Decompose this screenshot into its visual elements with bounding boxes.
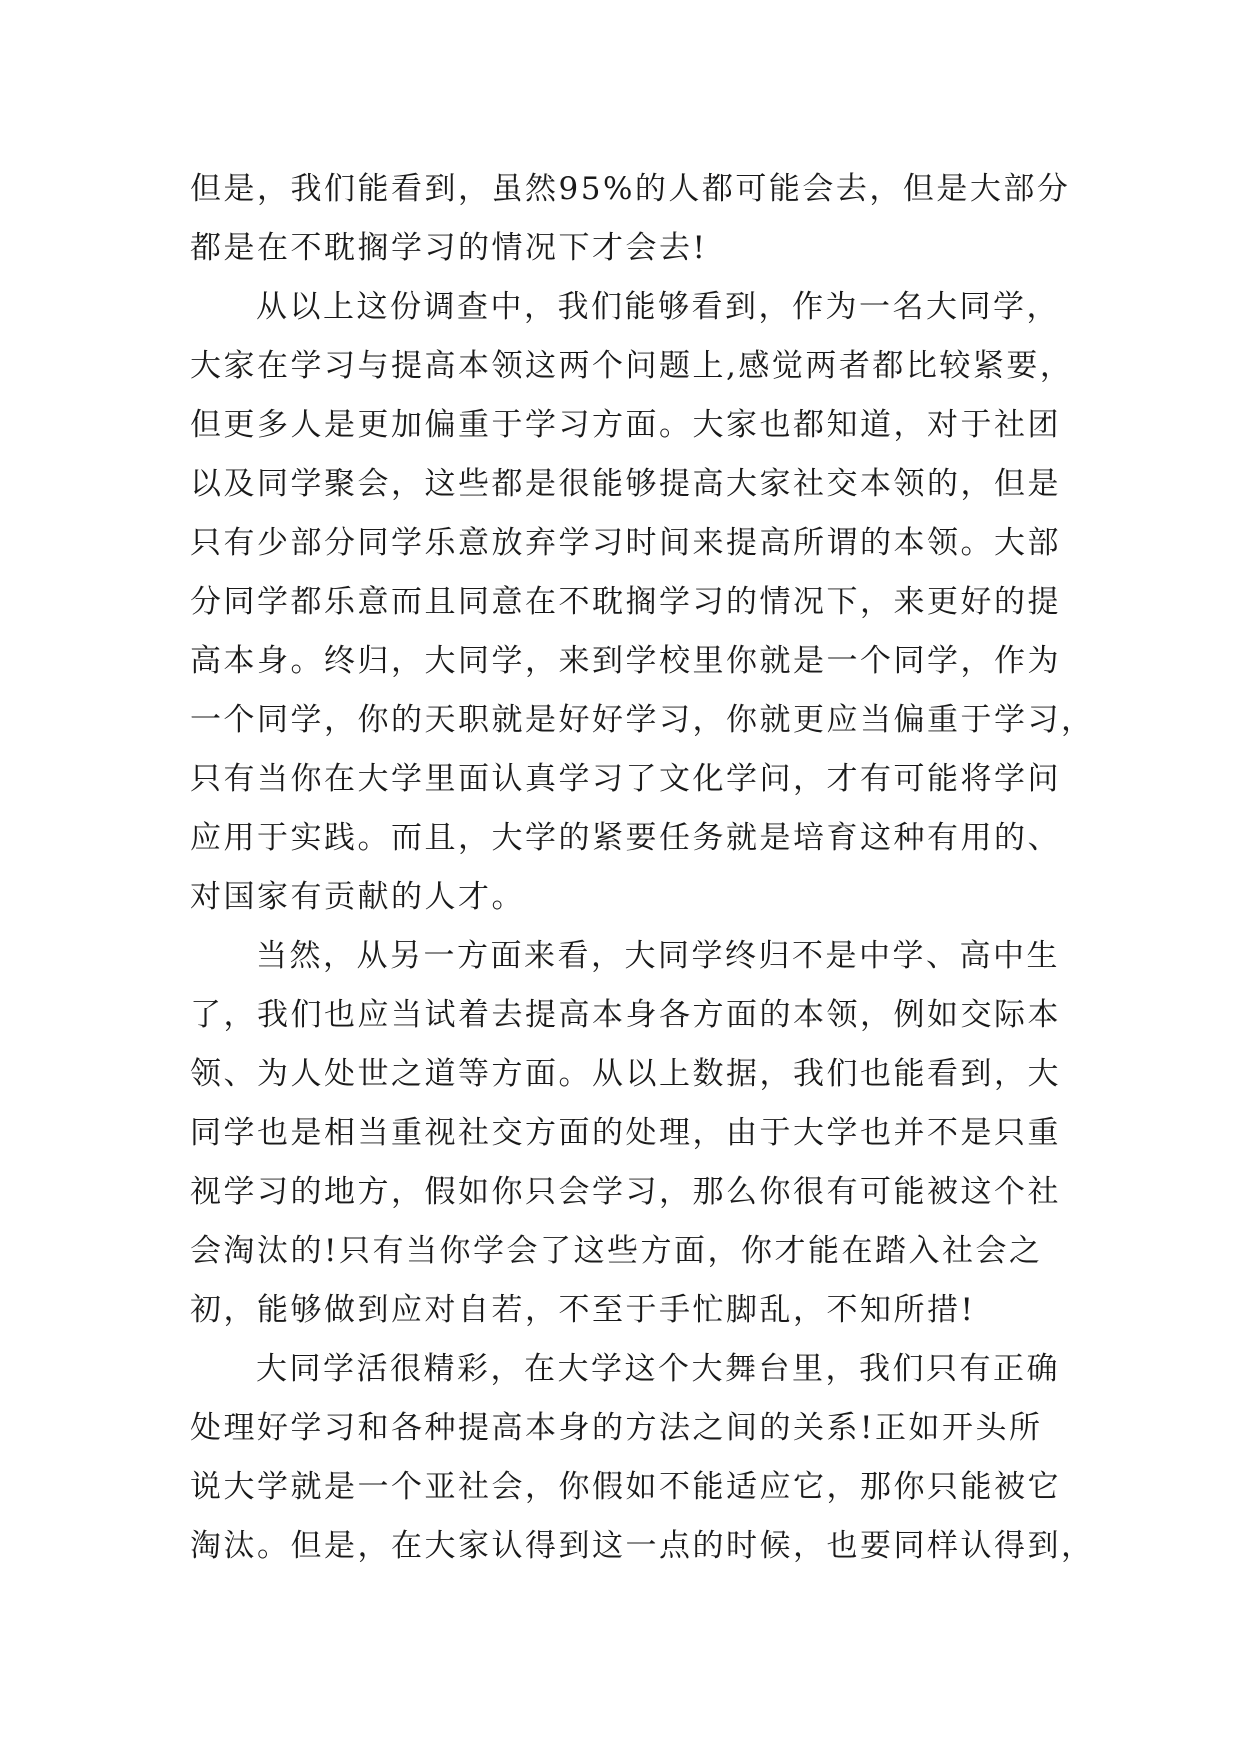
paragraph	[190, 927, 1061, 1340]
text-line: 同学也是相当重视社交方面的处理，由于大学也并不是只重	[190, 1115, 1061, 1151]
text-line: 应用于实践。而且，大学的紧要任务就是培育这种有用的、	[190, 820, 1061, 856]
text-line: 会淘汰的!只有当你学会了这些方面，你才能在踏入社会之	[190, 1233, 1043, 1269]
text-line: 一个同学，你的天职就是好好学习，你就更应当偏重于学习，	[190, 702, 1095, 738]
paragraph	[190, 1340, 1095, 1576]
text-line: 初，能够做到应对自若，不至于手忙脚乱，不知所措!	[190, 1292, 976, 1328]
body-text	[190, 160, 1095, 1576]
text-line: 但是，我们能看到，虽然95%的人都可能会去，但是大部分	[190, 171, 1071, 207]
text-line: 大同学活很精彩，在大学这个大舞台里，我们只有正确	[256, 1351, 1060, 1387]
text-line: 都是在不耽搁学习的情况下才会去!	[190, 230, 708, 266]
text-line: 当然，从另一方面来看，大同学终归不是中学、高中生	[256, 938, 1060, 974]
paragraph	[190, 160, 1071, 278]
text-line: 从以上这份调查中，我们能够看到，作为一名大同学，	[256, 289, 1060, 325]
text-line: 领、为人处世之道等方面。从以上数据，我们也能看到，大	[190, 1056, 1061, 1092]
text-line: 但更多人是更加偏重于学习方面。大家也都知道，对于社团	[190, 407, 1061, 443]
text-line: 只有少部分同学乐意放弃学习时间来提高所谓的本领。大部	[190, 525, 1061, 561]
text-line: 以及同学聚会，这些都是很能够提高大家社交本领的，但是	[190, 466, 1061, 502]
text-line: 高本身。终归，大同学，来到学校里你就是一个同学，作为	[190, 643, 1061, 679]
text-line: 说大学就是一个亚社会，你假如不能适应它，那你只能被它	[190, 1469, 1061, 1505]
text-line: 只有当你在大学里面认真学习了文化学问，才有可能将学问	[190, 761, 1061, 797]
text-line: 对国家有贡献的人才。	[190, 879, 525, 915]
text-line: 了，我们也应当试着去提高本身各方面的本领，例如交际本	[190, 997, 1061, 1033]
text-line: 分同学都乐意而且同意在不耽搁学习的情况下，来更好的提	[190, 584, 1061, 620]
text-line: 淘汰。但是，在大家认得到这一点的时候，也要同样认得到，	[190, 1528, 1095, 1564]
text-line: 大家在学习与提高本领这两个问题上,感觉两者都比较紧要，	[190, 348, 1074, 384]
text-line: 视学习的地方，假如你只会学习，那么你很有可能被这个社	[190, 1174, 1061, 1210]
text-line: 处理好学习和各种提高本身的方法之间的关系!正如开头所	[190, 1410, 1043, 1446]
paragraph	[190, 278, 1095, 927]
